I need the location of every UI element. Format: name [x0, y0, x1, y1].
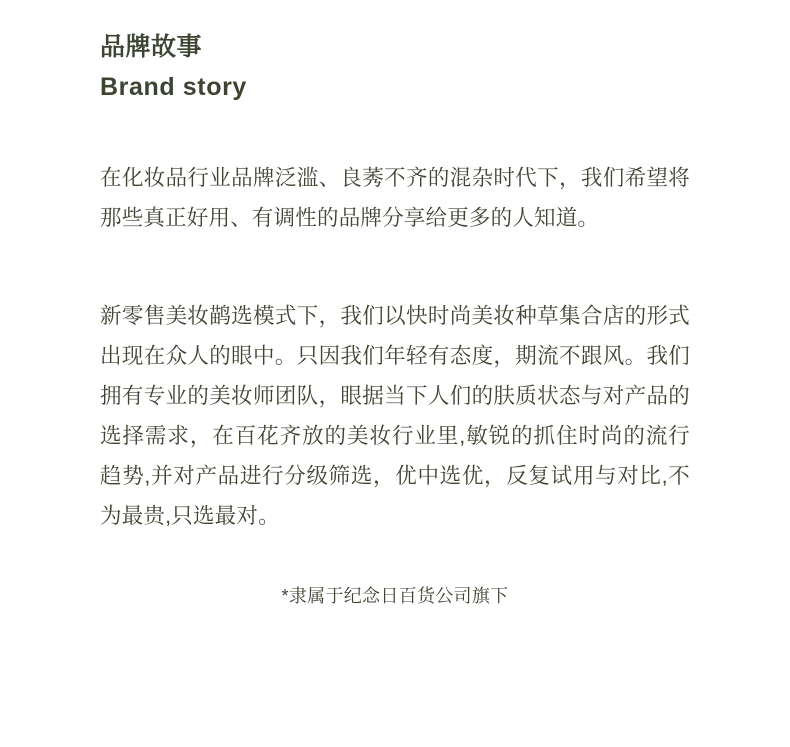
- footnote: *隶属于纪念日百货公司旗下: [281, 586, 509, 606]
- page-title: [100, 28, 690, 106]
- page-title-cn: 品牌故事: [100, 33, 203, 61]
- page-title-en: Brand story: [100, 73, 247, 101]
- paragraph-2: 新零售美妆鹋选模式下，我们以快时尚美妆种草集合店的形式出现在众人的眼中。只因我们年轻有态度，期流不跟风。我们拥有专业的美妆师团队，眼据当下人们的肤质状态与对产品的选择需求，在百花齐放的美妆行业里,敏锐的抓住时尚的流行趋势,并对产品进行分级筛选，优中选优，反复试用与对比,不为最贵,只选最对。: [100, 304, 690, 528]
- brand-story-body: [100, 158, 690, 536]
- paragraph-1: 在化妆品行业品牌泛滥、良莠不齐的混杂时代下，我们希望将那些真正好用、有调性的品牌分享给更多的人知道。: [100, 166, 690, 230]
